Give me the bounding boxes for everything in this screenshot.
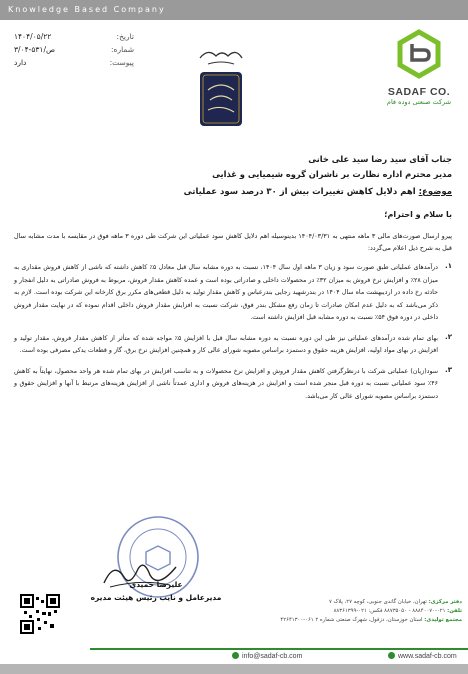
footer-fax: فکس: ۰۲۱-۸۸۳۶۱۳۹۹: [333, 608, 383, 614]
footer-factory-label: مجتمع تولیدی:: [424, 617, 462, 623]
item-text: درآمدهای عملیاتی طبق صورت سود و زیان ۳ ماهه اول سال ۱۴۰۴، نسبت به دوره مشابه سال قبل معادل ۵٪ کاهش داشته که ناشی از کاهش فروش مقداری به میزان ۲۸٪ و افزایش نرخ فروش به میزان ۳۲٪ در محصولات داخلی و صادراتی بوده است و عمده کاهش مقدار فروش، مربوط به فروش صادراتی به دلیل انفجار و حادثه رخ داده در اردیبهشت ماه سال ۱۴۰۴ در بندرشهید رجایی بندرعباس و کاهش مقدار تولید به دلیل قطعی‌های مکرر برق کارخانه این شرکت بوده است. لازم به ذکر می‌باشد که به دلیل عدم امکان صادرات تا زمان رفع مشکل بندر فوق، شرکت نسبت به افزایش مقدار فروش داخلی اقدام نموده که در نهایت مقدار فروش داخلی در دوره فوق ۵۴٪ نسبت به دوره مشابه قبل افزایش داشته است.: [14, 264, 438, 321]
qr-code-icon: [20, 594, 60, 634]
item-number: ۱.: [445, 262, 452, 270]
letter-meta: [14, 32, 134, 71]
addressee-title: مدیر محترم اداره نظارت بر ناشران گروه شیمیایی و غذایی: [212, 169, 452, 179]
footer-email-text: info@sadaf-cb.com: [242, 653, 303, 660]
company-name: SADAF CO.: [387, 86, 451, 98]
intro-paragraph: پیرو ارسال صورت‌های مالی ۳ ماهه منتهی به ۱۴۰۴/۰۳/۳۱ بدینوسیله اهم دلایل کاهش سود عملیاتی این شرکت طی دوره ۳ ماهه فوق در مقایسه با مدت مشابه سال قبل به شرح ذیل اعلام می‌گردد:: [14, 232, 452, 252]
footer-phone-number: ۰۲۱-۸۸۸۴۰۰۷۰ - ۸۸۷۳۵۰۵۰: [384, 608, 446, 614]
signer-block: [86, 578, 226, 604]
meta-date-row: [14, 32, 134, 45]
item-text: سود(زیان) عملیاتی شرکت با درنظرگرفتن کاهش مقدار فروش و افزایش نرخ محصولات و به تناسب افزایش در بهای تمام شده هر واحد محصول، نهایتاً به کاهش ۴۶٪ سود عملیاتی نسبت به دوره قبل منجر شده است و افزایش در هزینه‌های فروش و اداری عمدتاً ناشی از افزایش هزینه‌های مرتبط با آنها و افزایش حقوق و دستمزد براساس مصوبه شورای عالی کار می‌باشد.: [14, 367, 438, 400]
letter-body: [14, 152, 452, 403]
list-item: [14, 333, 452, 358]
footer-divider: [90, 648, 468, 650]
letter-subject: [14, 184, 452, 200]
meta-attachment-value: دارد: [14, 58, 27, 67]
signer-name: علیرضا حمیدی: [129, 580, 183, 589]
footer-website[interactable]: [388, 652, 457, 660]
company-tagline-bar: Knowledge Based Company: [0, 0, 468, 20]
meta-attachment-label: پیوست:: [109, 58, 134, 67]
contact-footer: [236, 598, 462, 625]
signer-title: مدیرعامل و نایب رئیس هیئت مدیره: [90, 593, 222, 602]
meta-attachment-row: [14, 58, 134, 71]
footer-hq-label: دفتر مرکزی:: [428, 599, 462, 605]
meta-number-value: ص/۵۳۱-۳/۰۴: [14, 45, 56, 54]
footer-phone-label: تلفن:: [447, 608, 462, 614]
calligraphy-emblem-icon: [194, 44, 248, 130]
subject-label: موضوع:: [418, 187, 452, 197]
footer-web-text: www.sadaf-cb.com: [398, 653, 457, 660]
footer-email[interactable]: [232, 652, 302, 660]
meta-date-label: تاریخ:: [116, 32, 134, 41]
email-icon: [232, 652, 239, 659]
footer-phone: [236, 607, 462, 616]
list-item: [14, 262, 452, 325]
item-number: ۲.: [445, 332, 452, 341]
footer-hq: [236, 598, 462, 607]
footer-factory-address: استان خوزستان، دزفول، شهرک صنعتی شماره ۲: [315, 617, 423, 623]
meta-date-value: ۱۴۰۴/۰۵/۲۲: [14, 32, 52, 41]
globe-icon: [388, 652, 395, 659]
item-number: ۳.: [445, 365, 452, 374]
item-text: بهای تمام شده درآمدهای عملیاتی نیز طی این دوره نسبت به دوره مشابه سال قبل با افزایش ۵٪ مواجه شده که متأثر از کاهش مقدار فروش، مقدار تولید و افزایش در بهای مواد اولیه، افزایش هزینه حقوق و دستمزد براساس مصوبه شورای عالی کار و همچنین افزایش نرخ برق، گاز و قطعات یدکی مصرفی بوده است.: [14, 334, 439, 354]
meta-number-label: شماره:: [111, 45, 134, 54]
subject-text: اهم دلایل کاهش تغییرات بیش از ۳۰ درصد سود عملیاتی: [183, 187, 416, 197]
addressee-name: جناب آقای سید رضا سید علی خانی: [308, 154, 452, 164]
bottom-band: [0, 664, 468, 674]
meta-number-row: [14, 45, 134, 58]
footer-factory-phone: ۰۶۱-۴۲۶۴۱۳۰۰: [280, 617, 314, 623]
company-persian-name: شرکت صنعتی دوده فام: [386, 98, 452, 106]
footer-factory: [236, 616, 462, 625]
greeting: با سلام و احترام؛: [384, 210, 452, 219]
footer-hq-address: تهران، خیابان گاندی جنوبی، کوچه ۲۷، پلاک ۷: [328, 599, 427, 605]
list-item: [14, 366, 452, 404]
